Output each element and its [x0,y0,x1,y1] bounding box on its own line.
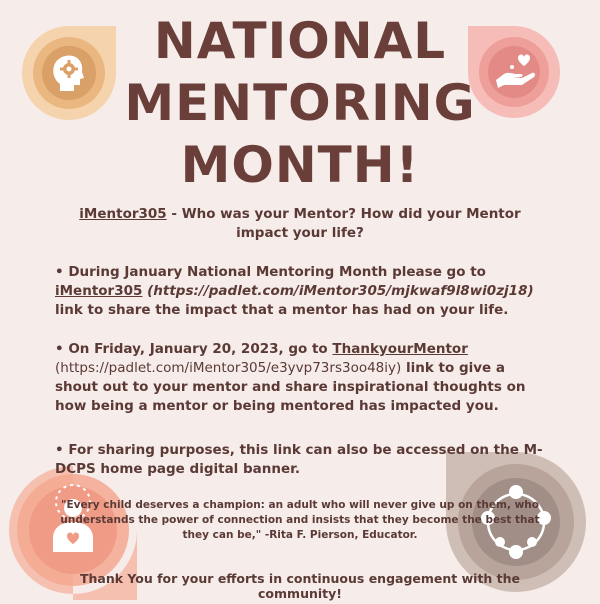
hand-heart-badge [460,22,568,122]
title-line-2: MENTORING [124,74,476,132]
bullet2-post: link to give a shout out to your mentor and share inspirational thoughts on how being a mentor or being mentored has impacted you. [55,360,526,414]
hand-heart-icon [460,22,568,122]
imentor305-link[interactable]: iMentor305 [79,206,167,222]
bullet2-url: (https://padlet.com/iMentor305/e3yvp73rs3oo48iy) [55,360,402,376]
thank-you-line: Thank You for your efforts in continuous engagement with the community! [79,571,521,601]
bullet-imentor [55,263,545,320]
bullet1-link[interactable]: iMentor305 [55,283,143,299]
bullet1-post: link to share the impact that a mentor has had on your life. [55,302,509,318]
title-line-3: MONTH! [180,136,420,194]
bullet-thankyourmentor [55,340,545,416]
bullet2-pre: • On Friday, January 20, 2023, go to [55,341,333,357]
bullet1-pre: • During January National Mentoring Month please go to [55,264,486,280]
mentor-head-gears-icon [18,22,120,124]
bullet2-link[interactable]: ThankyourMentor [332,341,468,357]
bullet1-url: (https://padlet.com/iMentor305/mjkwaf9l8wi0zj18) [147,283,534,299]
pierson-quote: "Every child deserves a champion: an adult who will never give up on them, who understands the power of connection and insists that they become the best that they can be," -Rita F. Pierson, Educator. [60,499,540,541]
intro-text: - Who was your Mentor? How did your Mentor impact your life? [166,206,521,241]
intro-question [55,205,545,243]
mentor-head-badge [18,22,120,124]
bullet-sharing: • For sharing purposes, this link can also be accessed on the M-DCPS home page digital banner. [55,442,543,477]
title-line-1: NATIONAL [153,12,447,70]
